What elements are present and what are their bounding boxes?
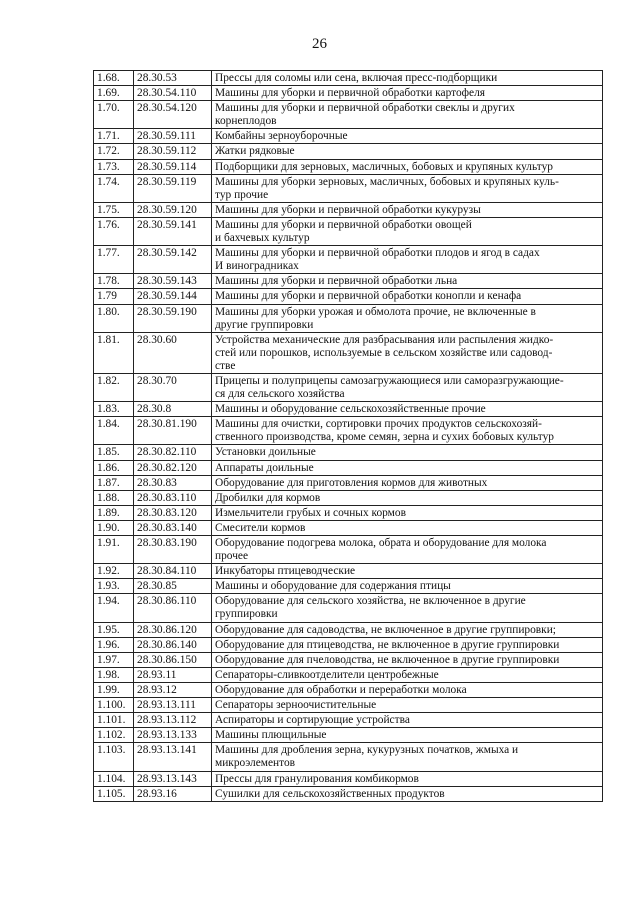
okpd-code: 28.30.83 xyxy=(134,475,212,490)
table-row xyxy=(94,417,603,445)
okpd-code: 28.30.59.144 xyxy=(134,289,212,304)
okpd-code: 28.30.54.120 xyxy=(134,101,212,129)
row-number: 1.80. xyxy=(94,304,134,332)
row-number: 1.96. xyxy=(94,637,134,652)
okpd-code: 28.30.59.142 xyxy=(134,246,212,274)
item-description: Измельчители грубых и сочных кормов xyxy=(212,505,603,520)
table-row xyxy=(94,202,603,217)
row-number: 1.95. xyxy=(94,622,134,637)
table-row xyxy=(94,144,603,159)
item-description: Дробилки для кормов xyxy=(212,490,603,505)
item-description: Оборудование для обработки и переработки молока xyxy=(212,682,603,697)
row-number: 1.77. xyxy=(94,246,134,274)
item-description: Сепараторы-сливкоотделители центробежные xyxy=(212,667,603,682)
row-number: 1.68. xyxy=(94,71,134,86)
okpd-code: 28.30.59.143 xyxy=(134,274,212,289)
row-number: 1.90. xyxy=(94,520,134,535)
row-number: 1.72. xyxy=(94,144,134,159)
table-row xyxy=(94,246,603,274)
table-row xyxy=(94,402,603,417)
row-number: 1.97. xyxy=(94,652,134,667)
table-row xyxy=(94,101,603,129)
item-description: Оборудование для сельского хозяйства, не включенное в другие группировки xyxy=(212,594,603,622)
table-row xyxy=(94,475,603,490)
table-row xyxy=(94,289,603,304)
item-description: Прессы для гранулирования комбикормов xyxy=(212,771,603,786)
item-description: Машины для дробления зерна, кукурузных початков, жмыха и микроэлементов xyxy=(212,743,603,771)
table-row xyxy=(94,217,603,245)
table-row xyxy=(94,445,603,460)
okpd-code: 28.30.59.114 xyxy=(134,159,212,174)
item-description: Устройства механические для разбрасывания или распыления жидко- стей или порошков, используемые в сельском хозяйстве или садовод- стве xyxy=(212,332,603,373)
table-row xyxy=(94,713,603,728)
table-body xyxy=(94,71,603,802)
row-number: 1.84. xyxy=(94,417,134,445)
okpd-code: 28.30.70 xyxy=(134,373,212,401)
table-row xyxy=(94,564,603,579)
item-description: Прицепы и полуприцепы самозагружающиеся или саморазгружающие- ся для сельского хозяйства xyxy=(212,373,603,401)
okpd-code: 28.93.13.133 xyxy=(134,728,212,743)
item-description: Инкубаторы птицеводческие xyxy=(212,564,603,579)
row-number: 1.81. xyxy=(94,332,134,373)
item-description: Машины для уборки урожая и обмолота прочие, не включенные в другие группировки xyxy=(212,304,603,332)
okpd-code: 28.30.53 xyxy=(134,71,212,86)
row-number: 1.105. xyxy=(94,786,134,801)
row-number: 1.89. xyxy=(94,505,134,520)
okpd-code: 28.30.86.110 xyxy=(134,594,212,622)
row-number: 1.93. xyxy=(94,579,134,594)
row-number: 1.73. xyxy=(94,159,134,174)
row-number: 1.74. xyxy=(94,174,134,202)
okpd-code: 28.30.82.120 xyxy=(134,460,212,475)
item-description: Машины для уборки и первичной обработки овощей и бахчевых культур xyxy=(212,217,603,245)
okpd-code: 28.30.8 xyxy=(134,402,212,417)
okpd-code: 28.30.60 xyxy=(134,332,212,373)
table-row xyxy=(94,274,603,289)
table-row xyxy=(94,460,603,475)
okpd-code: 28.30.86.140 xyxy=(134,637,212,652)
row-number: 1.75. xyxy=(94,202,134,217)
row-number: 1.69. xyxy=(94,86,134,101)
okpd-code: 28.30.82.110 xyxy=(134,445,212,460)
table-row xyxy=(94,505,603,520)
row-number: 1.94. xyxy=(94,594,134,622)
table-row xyxy=(94,682,603,697)
row-number: 1.71. xyxy=(94,129,134,144)
table-row xyxy=(94,622,603,637)
item-description: Машины для уборки и первичной обработки льна xyxy=(212,274,603,289)
okpd-code: 28.30.86.150 xyxy=(134,652,212,667)
okpd-code: 28.93.13.111 xyxy=(134,698,212,713)
okpd-code: 28.30.59.111 xyxy=(134,129,212,144)
table-row xyxy=(94,71,603,86)
item-description: Машины для уборки и первичной обработки плодов и ягод в садах И виноградниках xyxy=(212,246,603,274)
table-row xyxy=(94,786,603,801)
table-row xyxy=(94,490,603,505)
item-description: Оборудование для птицеводства, не включенное в другие группировки xyxy=(212,637,603,652)
okpd-code: 28.30.83.110 xyxy=(134,490,212,505)
table-row xyxy=(94,129,603,144)
table-row xyxy=(94,373,603,401)
okpd-code: 28.30.83.190 xyxy=(134,536,212,564)
row-number: 1.82. xyxy=(94,373,134,401)
table-row xyxy=(94,536,603,564)
row-number: 1.104. xyxy=(94,771,134,786)
okpd-code: 28.93.16 xyxy=(134,786,212,801)
okpd-code: 28.30.83.140 xyxy=(134,520,212,535)
table-row xyxy=(94,698,603,713)
okpd-code: 28.93.11 xyxy=(134,667,212,682)
item-description: Машины для уборки и первичной обработки конопли и кенафа xyxy=(212,289,603,304)
item-description: Установки доильные xyxy=(212,445,603,460)
row-number: 1.79 xyxy=(94,289,134,304)
item-description: Прессы для соломы или сена, включая пресс-подборщики xyxy=(212,71,603,86)
item-description: Сушилки для сельскохозяйственных продуктов xyxy=(212,786,603,801)
okpd-code: 28.30.83.120 xyxy=(134,505,212,520)
okpd-code: 28.93.13.143 xyxy=(134,771,212,786)
row-number: 1.88. xyxy=(94,490,134,505)
item-description: Оборудование для пчеловодства, не включенное в другие группировки xyxy=(212,652,603,667)
item-description: Машины для уборки зерновых, масличных, бобовых и крупяных куль- тур прочие xyxy=(212,174,603,202)
item-description: Смесители кормов xyxy=(212,520,603,535)
item-description: Аппараты доильные xyxy=(212,460,603,475)
okpd-code: 28.30.85 xyxy=(134,579,212,594)
item-description: Машины для очистки, сортировки прочих продуктов сельскохозяй- ственного производства, кроме семян, зерна и сухих бобовых культур xyxy=(212,417,603,445)
row-number: 1.83. xyxy=(94,402,134,417)
okpd-code: 28.30.86.120 xyxy=(134,622,212,637)
table-row xyxy=(94,520,603,535)
item-description: Сепараторы зерноочистительные xyxy=(212,698,603,713)
table-row xyxy=(94,594,603,622)
item-description: Машины для уборки и первичной обработки картофеля xyxy=(212,86,603,101)
table-row xyxy=(94,771,603,786)
okpd-code: 28.30.54.110 xyxy=(134,86,212,101)
item-description: Оборудование подогрева молока, обрата и оборудование для молока прочее xyxy=(212,536,603,564)
okpd-code: 28.30.59.119 xyxy=(134,174,212,202)
item-description: Машины для уборки и первичной обработки кукурузы xyxy=(212,202,603,217)
table-row xyxy=(94,637,603,652)
item-description: Подборщики для зерновых, масличных, бобовых и крупяных культур xyxy=(212,159,603,174)
table-row xyxy=(94,332,603,373)
table-row xyxy=(94,652,603,667)
item-description: Комбайны зерноуборочные xyxy=(212,129,603,144)
okpd-code: 28.30.59.190 xyxy=(134,304,212,332)
table-row xyxy=(94,159,603,174)
okpd-code: 28.30.84.110 xyxy=(134,564,212,579)
row-number: 1.78. xyxy=(94,274,134,289)
item-description: Оборудование для садоводства, не включенное в другие группировки; xyxy=(212,622,603,637)
row-number: 1.91. xyxy=(94,536,134,564)
okpd-code: 28.30.59.112 xyxy=(134,144,212,159)
row-number: 1.103. xyxy=(94,743,134,771)
row-number: 1.92. xyxy=(94,564,134,579)
okpd-code: 28.30.81.190 xyxy=(134,417,212,445)
item-description: Аспираторы и сортирующие устройства xyxy=(212,713,603,728)
table-row xyxy=(94,579,603,594)
row-number: 1.70. xyxy=(94,101,134,129)
table-row xyxy=(94,86,603,101)
row-number: 1.98. xyxy=(94,667,134,682)
table-row xyxy=(94,304,603,332)
row-number: 1.87. xyxy=(94,475,134,490)
item-description: Машины и оборудование для содержания птицы xyxy=(212,579,603,594)
row-number: 1.76. xyxy=(94,217,134,245)
row-number: 1.86. xyxy=(94,460,134,475)
item-description: Машины и оборудование сельскохозяйственные прочие xyxy=(212,402,603,417)
row-number: 1.101. xyxy=(94,713,134,728)
row-number: 1.100. xyxy=(94,698,134,713)
okpd-code: 28.93.12 xyxy=(134,682,212,697)
table-row xyxy=(94,667,603,682)
row-number: 1.85. xyxy=(94,445,134,460)
okpd-code: 28.93.13.112 xyxy=(134,713,212,728)
table-row xyxy=(94,743,603,771)
row-number: 1.99. xyxy=(94,682,134,697)
classification-table xyxy=(93,70,603,802)
item-description: Машины плющильные xyxy=(212,728,603,743)
item-description: Оборудование для приготовления кормов для животных xyxy=(212,475,603,490)
okpd-code: 28.30.59.120 xyxy=(134,202,212,217)
row-number: 1.102. xyxy=(94,728,134,743)
okpd-code: 28.30.59.141 xyxy=(134,217,212,245)
okpd-code: 28.93.13.141 xyxy=(134,743,212,771)
item-description: Жатки рядковые xyxy=(212,144,603,159)
page-number: 26 xyxy=(312,36,327,52)
item-description: Машины для уборки и первичной обработки свеклы и других корнеплодов xyxy=(212,101,603,129)
table-row xyxy=(94,174,603,202)
table-row xyxy=(94,728,603,743)
